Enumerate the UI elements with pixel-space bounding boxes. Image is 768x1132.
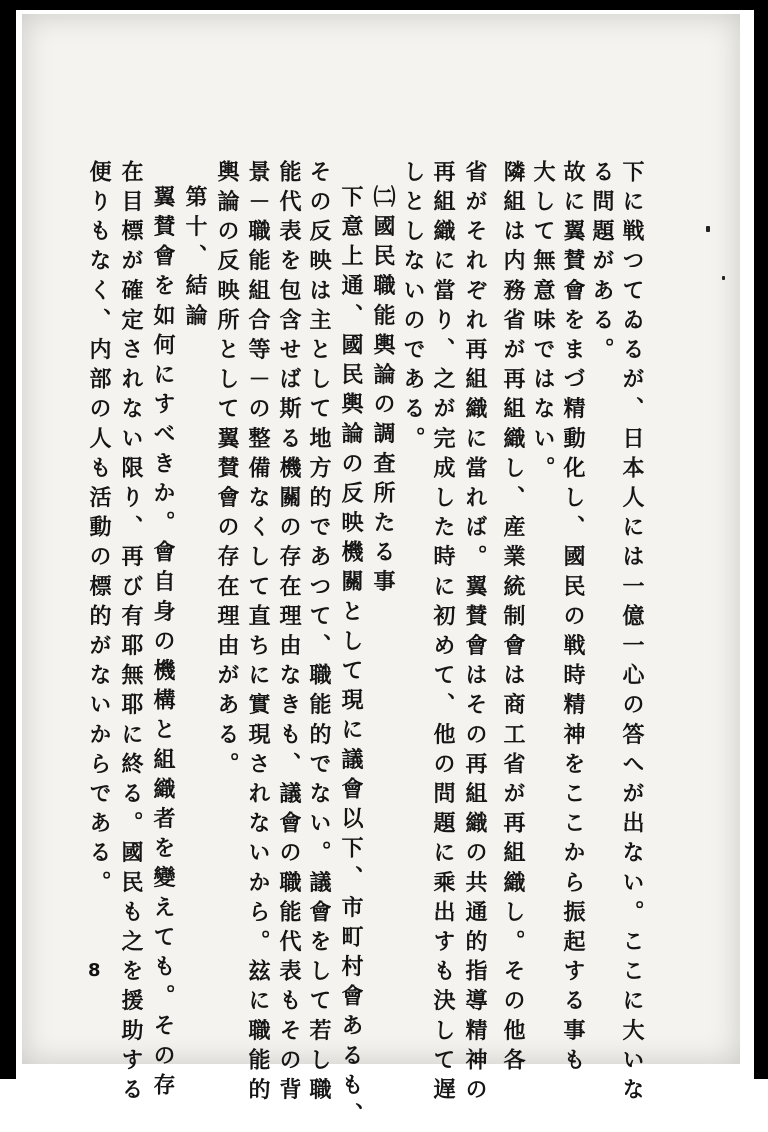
text-column-4: 大して無意味ではない。 xyxy=(530,160,556,486)
page-number: 8 xyxy=(88,960,101,981)
text-column-17: 在目標が確定されない限り、再び有耶無耶に終る。國民も之を援助する xyxy=(118,160,144,1108)
scan-border-top xyxy=(0,0,768,10)
text-column-8: しとしないのである。 xyxy=(400,160,426,456)
text-column-16: 翼賛會を如何にすべきか。會自身の機構と組織者を變えても。その存 xyxy=(150,185,176,1103)
text-column-1: 下に戦つてゐるが、日本人には一億一心の答へが出ない。ここに大いな xyxy=(619,160,645,1108)
text-column-13: 景－職能組合等－の整備なくして直ちに實現されないから。玆に職能的 xyxy=(245,160,271,1108)
text-column-5: 隣組は内務省が再組織し、産業統制會は商工省が再組織し。その他各 xyxy=(500,160,526,1078)
ink-speck xyxy=(722,276,725,280)
section-heading-conclusion: 第十、結論 xyxy=(182,185,208,333)
text-column-6: 省がそれぞれ再組織に當れば。翼賛會はその再組織の共通的指導精神の xyxy=(462,160,488,1108)
section-heading-2: ㈡國民職能輿論の調査所たる事 xyxy=(370,185,396,600)
text-column-12: 能代表を包含せば斯る機關の存在理由なきも、議會の職能代表もその背 xyxy=(276,160,302,1108)
text-column-7: 再組織に當り、之が完成した時に初めて、他の問題に乘出すも決して遅 xyxy=(430,160,456,1108)
scan-border-left xyxy=(0,0,16,1079)
text-column-3: 故に翼賛會をまづ精動化し、國民の戦時精神をここから振起する事も xyxy=(560,160,586,1078)
text-column-11: その反映は主として地方的であつて、職能的でない。議會をして若し職 xyxy=(306,160,332,1108)
text-column-2: る問題がある。 xyxy=(589,160,615,368)
text-column-14: 輿論の反映所として翼賛會の存在理由がある。 xyxy=(214,160,240,782)
text-column-10: 下意上通、國民輿論の反映機關として現に議會以下、市町村會あるも、 xyxy=(338,185,364,1132)
ink-speck xyxy=(706,226,710,232)
scan-border-right xyxy=(754,0,768,1079)
text-column-18: 便りもなく、内部の人も活動の標的がないからである。 xyxy=(86,160,112,900)
